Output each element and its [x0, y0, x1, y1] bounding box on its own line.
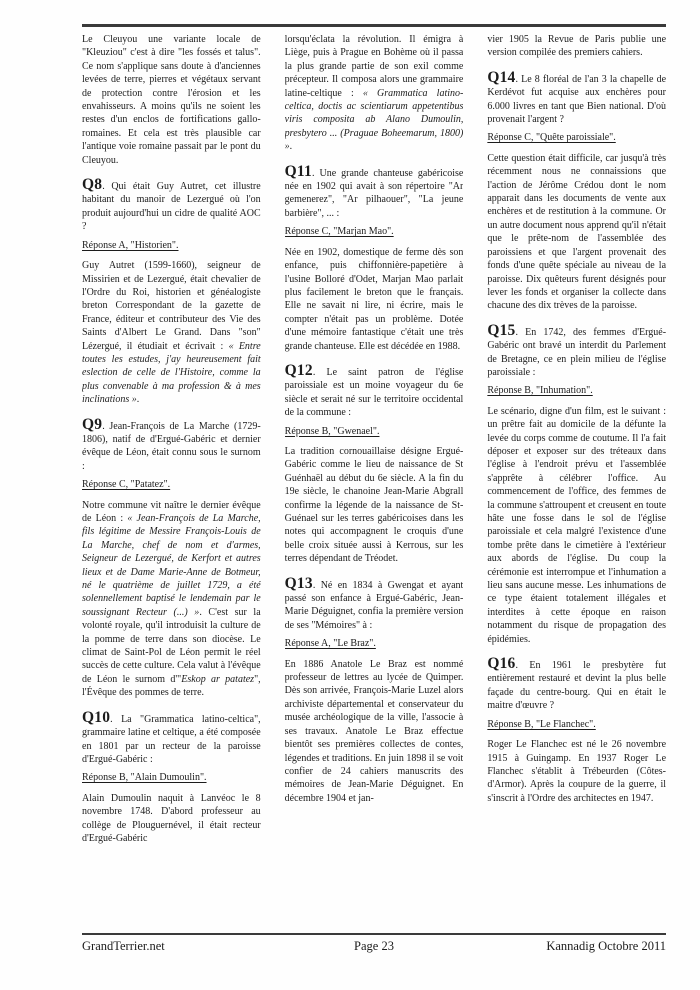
- question-number: Q16: [487, 655, 516, 673]
- quoted-citation-text: « Grammatica latino-celtica, doctis ac scientiarum appetentibus viris composita ab Alano Dumoulin, presbytero ... (Praguae Boheemarum, 1800) »: [284, 87, 464, 153]
- body-paragraph: [487, 738, 666, 805]
- text-segment: La tradition cornouaillaise désigne Ergué-Gabéric comme le lieu de naissance de St Guénhaël au début du 6e siècle. A la fin du 19e siècle, le chanoine Jean-Marie Abgrall confirme la légende de la naissance de St-Guénael sur les terres gabéricoises dans les notes qui accompagnent le croquis d'une belle croix située aussi à Kerrous, sur les terres dépendant de Tréodet.: [284, 445, 464, 565]
- text-segment: .: [289, 141, 293, 153]
- question-q11: Q11. Une grande chanteuse gabéricoise née en 1902 qui avait à son répertoire "Ar gemenerez", "Ar pilhaouer", "La jeune barbière", ... :: [284, 162, 464, 219]
- text-segment: Réponse B, "Le Flanchec".: [487, 718, 596, 730]
- body-paragraph: [82, 259, 261, 406]
- text-segment: Qui était Guy Autret, cet illustre habitant du manoir de Lezergué où l'on produit aujourd'hui un cidre de qualité AOC ?: [82, 181, 261, 233]
- text-segment: Réponse C, "Patatez".: [82, 479, 171, 491]
- body-paragraph: [285, 246, 464, 353]
- text-segment: . C'est sur la volonté royale, qu'il introduisit la culture de la pomme de terre dans son diocèse. Le climat de Saint-Pol de Léon permit le réel succès de cette culture. Cela valut à l'évêque de Léon le surnom d'": [82, 606, 261, 685]
- answer-line: [285, 425, 464, 438]
- text-segment: Né en 1834 à Gwengat et ayant passé son enfance à Ergué-Gabéric, Jean-Marie Déguignet, confia la première version de ses "Mémoires" à :: [284, 579, 464, 631]
- three-column-text-area: [82, 33, 666, 933]
- text-segment: Alain Dumoulin naquit à Lanvéoc le 8 novembre 1748. D'abord professeur au collège de Plouguernével, il était recteur d'Ergué-Gabéric: [82, 792, 261, 844]
- text-segment: Une grande chanteuse gabéricoise née en 1902 qui avait à son répertoire "Ar gemenerez", "Ar pilhaouer", "La jeune barbière", ... :: [284, 167, 464, 219]
- question-number: Q8: [82, 176, 103, 194]
- footer-issue-name: Kannadig Octobre 2011: [546, 939, 667, 953]
- body-paragraph: [82, 499, 261, 700]
- text-segment: Réponse B, "Alain Dumoulin".: [82, 772, 207, 784]
- text-segment: Réponse A, "Le Braz".: [284, 638, 376, 650]
- body-paragraph: [487, 152, 666, 313]
- text-segment: Réponse A, "Historien".: [82, 239, 179, 251]
- body-paragraph: [487, 33, 666, 60]
- text-column-3: [487, 33, 666, 933]
- text-segment: vier 1905 la Revue de Paris publie une version compilée des premiers cahiers.: [487, 34, 666, 59]
- quoted-citation-text: « Jean-François de La Marche, fils légitime de Messire François-Louis de La Marche, chef de nom et d'armes, Seigneur de Lezergué, de Kerfort et autres lieux et de Dame Marie-Anne de Botmeur, né le quatrième de juillet 1729, a été solennellement baptisé le lendemain par le soussignant Recteur (...) »: [82, 513, 261, 618]
- question-number: Q14: [487, 68, 516, 86]
- answer-line: [487, 384, 666, 397]
- body-paragraph: [82, 33, 261, 167]
- text-segment: En 1886 Anatole Le Braz est nommé professeur de lettres au lycée de Quimper. Dès son arrivée, François-Marie Luzel alors archiviste départemental et conservateur du musée archéologique de la ville, l'associe à ses travaux. Anatole Le Braz effectue bientôt ses premières collectes de contes, légendes et traditions. En juin 1898 il se voit confier de 24 cahiers manuscrits des mémoires de Jean-Marie Déguignet. En décembre 1904 et jan-: [284, 658, 464, 804]
- text-segment: La "Grammatica latino-celtica", grammaire latine et celtique, a été composée en 1801 par un recteur de la paroisse d'Ergué-Gabéric :: [82, 713, 261, 765]
- text-column-2: [285, 33, 464, 933]
- question-q10: Q10. La "Grammatica latino-celtica", grammaire latine et celtique, a été composée en 1801 par un recteur de la paroisse d'Ergué-Gabéric :: [82, 708, 261, 765]
- text-segment: Notre commune vit naître le dernier évêque de Léon :: [82, 499, 261, 524]
- text-segment: Réponse C, "Marjan Mao".: [284, 226, 394, 238]
- answer-line: [82, 771, 261, 784]
- text-segment: Guy Autret (1599-1660), seigneur de Missirien et de Lezergué, était chevalier de l'Ordre du Roi, historien et généalogiste breton Correspondant de la gazette de France, éditeur et contributeur des Vie des Saints d'Albert Le Grand. Dans "son" Lézergué, il étudiait et écrivait :: [82, 260, 261, 352]
- question-number: Q9: [82, 415, 103, 433]
- question-q9: Q9. Jean-François de La Marche (1729-1806), natif de d'Ergué-Gabéric et dernier évêque de Léon, était connu sous le surnom :: [82, 415, 261, 472]
- question-q13: Q13. Né en 1834 à Gwengat et ayant passé son enfance à Ergué-Gabéric, Jean-Marie Déguignet, confia la première version de ses "Mémoires" à :: [284, 574, 464, 631]
- question-q12: Q12. Le saint patron de l'église paroissiale est un moine voyageur du 6e siècle et serait né sur le territoire occidental de la commune :: [284, 361, 464, 419]
- text-segment: .: [136, 394, 140, 406]
- question-number: Q10: [82, 708, 111, 726]
- footer-site-name: GrandTerrier.net: [82, 939, 165, 953]
- text-column-1: [82, 33, 261, 933]
- answer-line: [487, 131, 666, 144]
- text-segment: Le scénario, digne d'un film, est le suivant : un prêtre fait au domicile de la défunte la levée du corps comme de coutume. Il l'a fait déposer et exposer sur des tréteaux dans l'église à l'endroit prévu et l'assemblée s'apprête à célébrer l'office. Au commencement de l'office, des femmes de la commune s'attroupent et creusent en toute hâte une fosse dans le sol de l'église paroissiale et cela malgré l'existence d'une tombe prête dans le cimetière à l'extérieur aux abords de l'église. Du coup la cérémonie est interrompue et l'inhumation a lieu sans aucune messe. Les inhumations de ce type étaient totalement illégales et interdites à cette époque en raison notamment du risque de propagation des épidémies.: [487, 405, 666, 645]
- answer-line: [285, 637, 464, 650]
- answer-line: [285, 225, 464, 238]
- text-segment: Le 8 floréal de l'an 3 la chapelle de Kerdévot fut acquise aux enchères pour 6.000 livres en tant que Bien national. D'où provenait l'argent ?: [487, 73, 666, 126]
- text-segment: Le Cleuyou une variante locale de "Kleuziou" c'est à dire "les fossés et talus". Ce nom s'applique sans doute à d'anciennes levées de terre, pierres et végétaux servant de protection contre l'érosion et les envahisseurs. A moins qu'ils ne soient les restes d'un enclos de fortifications gallo-romaines. Et cela est très plausible car l'antique voie romaine passait par le pont du Cleuyou.: [82, 34, 261, 166]
- body-paragraph: [285, 658, 464, 805]
- body-paragraph: [285, 445, 464, 566]
- text-segment: ", l'Évêque des pommes de terre.: [82, 673, 261, 699]
- text-segment: Réponse B, "Gwenael".: [284, 425, 380, 437]
- question-number: Q11: [284, 162, 312, 180]
- question-q15: Q15. En 1742, des femmes d'Ergué-Gabéric ont bravé un interdit du Parlement de Bretagne, ce en plein milieu de l'église paroissiale :: [487, 321, 666, 378]
- page-footer: [82, 939, 666, 954]
- text-segment: lorsqu'éclata la révolution. Il émigra à Liège, puis à Prague en Bohème où il passa la plus grande partie de son exil comme précepteur. Il composa alors une grammaire latine-celtique :: [284, 34, 464, 99]
- answer-line: [82, 478, 261, 491]
- top-divider-rule: [82, 24, 666, 27]
- text-segment: Roger Le Flanchec est né le 26 novembre 1915 à Guingamp. En 1937 Roger Le Flanchec s'établit à Trébeurden (Côtes-d'Armor). Après la coupure de la guerre, il s'inscrit à l'Ordre des architectes en 1947.: [487, 739, 666, 804]
- body-paragraph: [82, 792, 261, 846]
- text-segment: Réponse B, "Inhumation".: [487, 385, 593, 397]
- body-paragraph: [487, 405, 666, 646]
- text-segment: Cette question était difficile, car jusqu'à très récemment nous ne connaissions que l'action de Jérôme Crédou dont le nom apparait dans les documents de vente aux enchères et de restitution à la commune. Or un autre document nous apprend qu'il n'était que le prête-nom de l'assemblée des paroissiens et que l'argent provenait des fonds d'une quête spéciale au niveau de la paroisse. Dix quêteurs furent désignés pour lever les fonds et organiser la collecte dans chacune des dix trèves de la paroisse.: [487, 152, 666, 312]
- text-segment: Née en 1902, domestique de ferme dès son enfance, puis chiffonnière-papetière à l'usine Bolloré d'Odet, Marjan Mao parlait plus facilement le breton que le français. Elle ne savait ni lire, ni écrire, mais le compter n'était pas un problème. Dotée d'une mémoire fantastique c'était une très grande chanteuse. Elle est décédée en 1988.: [284, 246, 464, 352]
- question-q8: Q8. Qui était Guy Autret, cet illustre habitant du manoir de Lezergué où l'on produit aujourd'hui un cidre de qualité AOC ?: [82, 176, 261, 233]
- answer-line: [82, 239, 261, 252]
- text-segment: En 1742, des femmes d'Ergué-Gabéric ont bravé un interdit du Parlement de Bretagne, ce en plein milieu de l'église paroissiale :: [487, 326, 666, 378]
- question-q14: Q14. Le 8 floréal de l'an 3 la chapelle de Kerdévot fut acquise aux enchères pour 6.000 livres en tant que Bien national. D'où provenait l'argent ?: [487, 68, 666, 126]
- text-segment: En 1961 le presbytère fut entièrement restauré et devint la plus belle façade du centre-bourg. Qui en était le maitre d'œuvre ?: [487, 660, 666, 712]
- question-number: Q15: [487, 321, 516, 339]
- text-segment: Jean-François de La Marche (1729-1806), natif de d'Ergué-Gabéric et dernier évêque de Léon, était connu sous le surnom :: [82, 420, 261, 472]
- body-paragraph: [285, 33, 464, 154]
- quoted-citation-text: « Entre toutes les estudes, j'ay heureusement fait eslection de celle de l'Histoire, comme la plus convenable à ma profession & à mes inclinations »: [82, 340, 261, 406]
- question-q16: Q16. En 1961 le presbytère fut entièrement restauré et devint la plus belle façade du centre-bourg. Qui en était le maitre d'œuvre ?: [487, 655, 666, 712]
- footer-page-number: Page 23: [354, 939, 394, 953]
- question-number: Q12: [284, 361, 313, 379]
- text-segment: Le saint patron de l'église paroissiale est un moine voyageur du 6e siècle et serait né sur le territoire occidental de la commune :: [284, 366, 464, 419]
- quoted-citation-text: Eskop ar patatez: [181, 673, 255, 685]
- answer-line: [487, 718, 666, 731]
- question-number: Q13: [284, 574, 313, 592]
- footer-divider-rule: [82, 933, 666, 935]
- text-segment: Réponse C, "Quête paroissiale".: [487, 132, 616, 144]
